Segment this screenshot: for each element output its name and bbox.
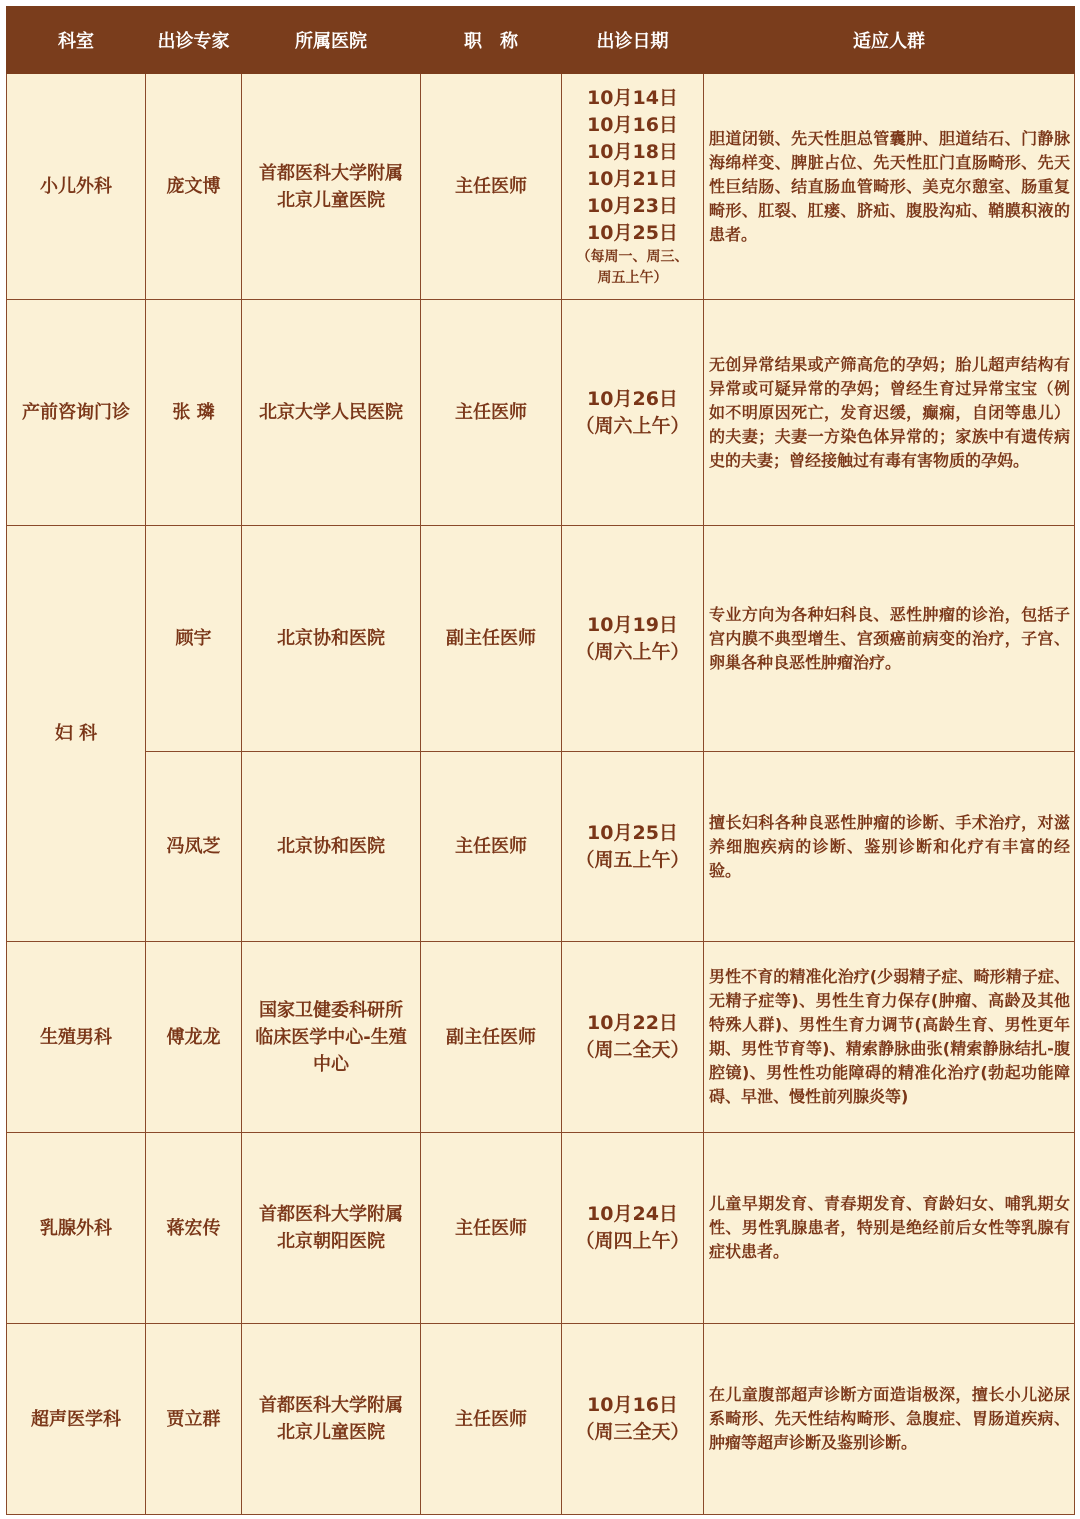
hospital-cell (242, 300, 421, 526)
hospital-line: 北京协和医院 (277, 836, 385, 857)
header-audience: 适应人群 (704, 7, 1075, 74)
date-line: 10月22日 (587, 1012, 678, 1034)
hospital-line: 国家卫健委科研所 (259, 999, 403, 1021)
title-cell: 主任医师 (421, 300, 562, 526)
date-line: 10月16日 (587, 1394, 678, 1416)
date-line: （周四上午） (575, 1230, 690, 1252)
audience-cell: 男性不育的精准化治疗(少弱精子症、畸形精子症、无精子症等)、男性生育力保存(肿瘤、高龄及其他特殊人群)、男性生育力调节(高龄生育、男性更年期、男性节育等)、精索静脉曲张(精索静脉结扎-腹腔镜)、男性性功能障碍的精准化治疗(勃起功能障碍、早泄、慢性前列腺炎等) (704, 942, 1075, 1133)
hospital-cell (242, 1133, 421, 1324)
date-line: 10月14日 (587, 86, 678, 109)
audience-cell: 擅长妇科各种良恶性肿瘤的诊断、手术治疗，对滋养细胞疾病的诊断、鉴别诊断和化疗有丰富的经验。 (704, 752, 1075, 942)
title-cell: 副主任医师 (421, 526, 562, 752)
expert-cell: 贾立群 (146, 1324, 242, 1515)
hospital-line: 首都医科大学附属 (259, 1204, 403, 1225)
table-row (7, 942, 1075, 1133)
table-row (7, 1133, 1075, 1324)
hospital-cell (242, 1324, 421, 1515)
hospital-cell (242, 942, 421, 1133)
date-cell (562, 526, 704, 752)
expert-cell: 冯凤芝 (146, 752, 242, 942)
date-line: 10月25日 (587, 221, 678, 244)
table-row (7, 1324, 1075, 1515)
audience-cell: 儿童早期发育、青春期发育、育龄妇女、哺乳期女性、男性乳腺患者，特别是绝经前后女性等乳腺有症状患者。 (704, 1133, 1075, 1324)
header-title: 职 称 (421, 7, 562, 74)
date-note: （每周一、周三、 (576, 248, 689, 265)
title-cell: 副主任医师 (421, 942, 562, 1133)
hospital-line: 中心 (313, 1053, 349, 1075)
expert-cell: 蒋宏传 (146, 1133, 242, 1324)
dept-cell: 妇 科 (7, 526, 146, 942)
dept-cell: 生殖男科 (7, 942, 146, 1133)
hospital-line: 临床医学中心-生殖 (255, 1026, 407, 1048)
hospital-line: 北京朝阳医院 (277, 1231, 385, 1252)
expert-cell: 庞文博 (146, 74, 242, 300)
date-cell (562, 942, 704, 1133)
hospital-cell (242, 752, 421, 942)
header-dept: 科室 (7, 7, 146, 74)
table-row (7, 300, 1075, 526)
header-date: 出诊日期 (562, 7, 704, 74)
date-line: 10月23日 (587, 194, 678, 217)
date-line: 10月18日 (587, 140, 678, 163)
date-note: 周五上午） (597, 269, 668, 286)
audience-cell: 在儿童腹部超声诊断方面造诣极深，擅长小儿泌尿系畸形、先天性结构畸形、急腹症、胃肠道疾病、肿瘤等超声诊断及鉴别诊断。 (704, 1324, 1075, 1515)
date-line: 10月21日 (587, 167, 678, 190)
hospital-line: 首都医科大学附属 (259, 1395, 403, 1416)
hospital-line: 首都医科大学附属 (259, 162, 403, 184)
table-row (7, 74, 1075, 300)
title-cell: 主任医师 (421, 1133, 562, 1324)
date-line: 10月24日 (587, 1203, 678, 1225)
date-line: 10月16日 (587, 113, 678, 136)
hospital-line: 北京协和医院 (277, 628, 385, 649)
dept-cell: 产前咨询门诊 (7, 300, 146, 526)
hospital-line: 北京大学人民医院 (259, 402, 403, 423)
title-cell: 主任医师 (421, 1324, 562, 1515)
audience-cell: 无创异常结果或产筛高危的孕妈；胎儿超声结构有异常或可疑异常的孕妈；曾经生育过异常宝宝（例如不明原因死亡，发育迟缓，癫痫，自闭等患儿）的夫妻；夫妻一方染色体异常的；家族中有遗传病史的夫妻；曾经接触过有毒有害物质的孕妈。 (704, 300, 1075, 526)
dept-cell: 小儿外科 (7, 74, 146, 300)
expert-cell: 张 璘 (146, 300, 242, 526)
title-cell: 主任医师 (421, 752, 562, 942)
hospital-cell (242, 74, 421, 300)
header-expert: 出诊专家 (146, 7, 242, 74)
header-hospital: 所属医院 (242, 7, 421, 74)
hospital-line: 北京儿童医院 (277, 189, 385, 211)
audience-cell: 专业方向为各种妇科良、恶性肿瘤的诊治，包括子宫内膜不典型增生、宫颈癌前病变的治疗，子宫、卵巢各种良恶性肿瘤治疗。 (704, 526, 1075, 752)
table-row (7, 526, 1075, 752)
date-line: 10月26日 (587, 387, 678, 410)
title-cell: 主任医师 (421, 74, 562, 300)
expert-cell: 顾宇 (146, 526, 242, 752)
hospital-cell (242, 526, 421, 752)
clinic-schedule-table (6, 6, 1075, 1515)
date-cell (562, 752, 704, 942)
date-cell (562, 1324, 704, 1515)
date-cell (562, 1133, 704, 1324)
header-row (7, 7, 1075, 74)
table-row (7, 752, 1075, 942)
date-line: 10月19日 (587, 613, 678, 636)
date-line: （周三全天） (575, 1421, 690, 1443)
hospital-line: 北京儿童医院 (277, 1422, 385, 1443)
expert-cell: 傅龙龙 (146, 942, 242, 1133)
date-line: （周二全天） (575, 1039, 690, 1061)
date-line: （周六上午） (575, 640, 690, 663)
date-cell (562, 300, 704, 526)
date-cell (562, 74, 704, 300)
date-line: （周五上午） (575, 848, 690, 871)
date-line: （周六上午） (575, 414, 690, 437)
audience-cell: 胆道闭锁、先天性胆总管囊肿、胆道结石、门静脉海绵样变、脾脏占位、先天性肛门直肠畸形、先天性巨结肠、结直肠血管畸形、美克尔憩室、肠重复畸形、肛裂、肛瘘、脐疝、腹股沟疝、鞘膜积液的患者。 (704, 74, 1075, 300)
dept-cell: 超声医学科 (7, 1324, 146, 1515)
date-line: 10月25日 (587, 821, 678, 844)
dept-cell: 乳腺外科 (7, 1133, 146, 1324)
